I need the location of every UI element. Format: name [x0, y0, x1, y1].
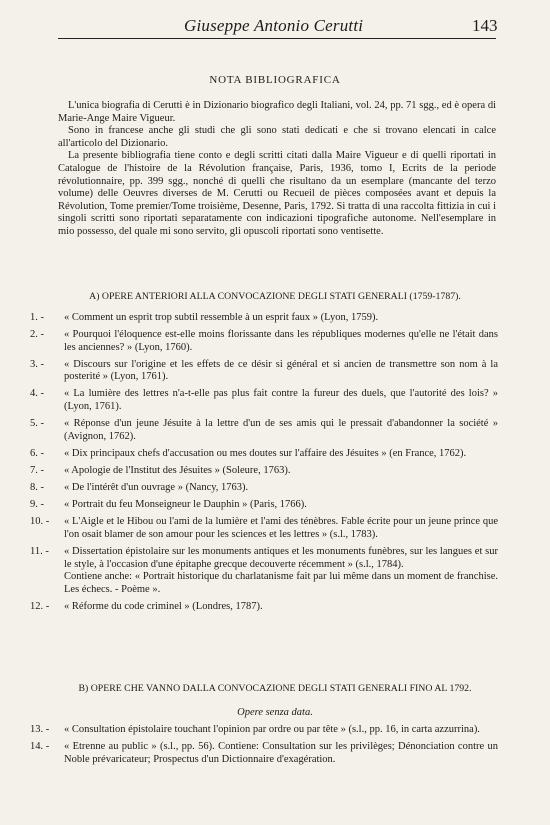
- entry-number: 8. -: [30, 482, 44, 494]
- intro-paragraph: La presente bibliografia tiene conto e degli scritti citati dalla Maire Vigueur e di quelli riportati in Catalogue de l'histoire de la Révolution française, Paris, 1936, tomo I, Ecrits de la periode révolutionnaire, pp. 399 sgg., nonché di quelli che risultano da un esemplare (mancante del terzo volume) delle Oeuvres diverses de M. Cerutti ou Recueil de pièces composées avant et depuis la Révolution, Tome premier/Tome troisième, Desenne, Paris, 1792. Si tratta di una raccolta fittizia in cui i singoli scritti sono riportati separatamente con indicazioni tipografiche autonome. Nell'esemplare in mio possesso, del quale mi sono servito, gli opuscoli riportati sono ventisette.: [58, 150, 496, 237]
- bibliography-entry: [30, 388, 498, 413]
- entry-number: 11. -: [30, 545, 49, 557]
- header-rule: [58, 38, 496, 39]
- bibliography-entry: [30, 499, 498, 512]
- bibliography-entry: [30, 465, 498, 478]
- entry-number: 13. -: [30, 724, 50, 735]
- entry-number: 14. -: [30, 741, 50, 753]
- entry-text: « La lumière des lettres n'a-t-elle pas plus fait contre la fureur des duels, que l'autorité des lois? » (Lyon, 1761).: [64, 388, 498, 413]
- section-b-subheading: Opere senza data.: [237, 707, 313, 718]
- entry-text: « Réforme du code criminel » (Londres, 1787).: [64, 600, 263, 612]
- entry-text: « Discours sur l'origine et les effets de ce désir si général et si ancien de transmettre son nom à la posterité » (Lyon, 1761).: [64, 358, 498, 383]
- bibliography-entry: [30, 359, 498, 384]
- entry-number: 9. -: [30, 499, 44, 511]
- intro-text: [58, 100, 496, 239]
- intro-paragraph: L'unica biografia di Cerutti è in Dizionario biografico degli Italiani, vol. 24, pp. 71 sgg., ed è opera di Marie-Ange Maire Vigueur.: [58, 100, 496, 124]
- section-title: NOTA BIBLIOGRAFICA: [209, 74, 341, 86]
- entry-text: « Portrait du feu Monseigneur le Dauphin » (Paris, 1766).: [64, 499, 307, 511]
- bibliography-entry: [30, 312, 498, 325]
- section-b-heading: B) OPERE CHE VANNO DALLA CONVOCAZIONE DEGLI STATI GENERALI FINO AL 1792.: [78, 683, 472, 694]
- bibliography-entry: [30, 546, 498, 596]
- section-a-entries: [30, 312, 498, 618]
- entry-text: « Comment un esprit trop subtil ressemble à un esprit faux » (Lyon, 1759).: [64, 312, 379, 323]
- bibliography-entry: [30, 448, 498, 461]
- entry-number: 2. -: [30, 329, 44, 341]
- entry-number: 1. -: [30, 312, 44, 323]
- bibliography-entry: [30, 741, 498, 766]
- entry-number: 7. -: [30, 464, 44, 476]
- bibliography-entry: [30, 418, 498, 443]
- entry-text: « De l'intérêt d'un ouvrage » (Nancy, 1763).: [64, 482, 249, 494]
- entry-text: « Pourquoi l'éloquence est-elle moins florissante dans les républiques modernes qu'elle ne l'était dans les anciennes? » (Lyon, 1760).: [64, 329, 498, 353]
- bibliography-entry: [30, 329, 498, 354]
- bibliography-entry: [30, 482, 498, 495]
- entry-contents-note: Contiene anche: « Portrait historique du charlatanisme fait par lui même dans un moment de franchise. Les échecs. - Poème ».: [64, 571, 498, 595]
- entry-text: « Apologie de l'Institut des Jésuites » (Soleure, 1763).: [64, 464, 291, 476]
- bibliography-entry: [30, 516, 498, 541]
- entry-text: « L'Aigle et le Hibou ou l'ami de la lumière et l'ami des ténèbres. Fable écrite pour un jeune prince que l'on osait blamer de son amour pour les sciences et les lettres » (s.l., 1783).: [64, 516, 498, 540]
- bibliography-entry: [30, 601, 498, 614]
- entry-text: « Etrenne au public » (s.l., pp. 56). Contiene: Consultation sur les privilèges; Dénonciation contre un Noble prévaricateur; Prospectus d'un Dictionnaire d'exagération.: [64, 741, 498, 765]
- entry-number: 12. -: [30, 600, 50, 612]
- section-b-entries: [30, 724, 498, 771]
- bibliography-entry: [30, 724, 498, 737]
- entry-number: 6. -: [30, 447, 44, 459]
- entry-text: « Dissertation épistolaire sur les monuments antiques et les monuments funèbres, sur les langues et sur le style, à l'occasion d'une épitaphe grecque decouverte récemment » (s.l., 1784).: [64, 545, 498, 570]
- section-a-heading: A) OPERE ANTERIORI ALLA CONVOCAZIONE DEGLI STATI GENERALI (1759-1787).: [89, 291, 461, 302]
- entry-text: « Dix principaux chefs d'accusation ou mes doutes sur l'affaire des Jésuites » (en France, 1762).: [64, 447, 467, 459]
- entry-text: « Consultation épistolaire touchant l'opinion par ordre ou par tête » (s.l., pp. 16, in carta azzurrina).: [64, 724, 480, 735]
- entry-text: « Réponse d'un jeune Jésuite à la lettre d'un de ses amis qui le pressait d'abandonner la société » (Avignon, 1762).: [64, 418, 498, 442]
- entry-number: 3. -: [30, 358, 44, 370]
- entry-number: 5. -: [30, 418, 44, 430]
- page-header: [0, 14, 550, 40]
- page-number: 143: [472, 16, 498, 35]
- entry-number: 10. -: [30, 516, 50, 528]
- entry-number: 4. -: [30, 388, 44, 400]
- intro-paragraph: Sono in francese anche gli studi che gli sono stati dedicati e che si trovano elencati in calce all'articolo del Dizionario.: [58, 125, 496, 149]
- running-title: Giuseppe Antonio Cerutti: [184, 16, 364, 35]
